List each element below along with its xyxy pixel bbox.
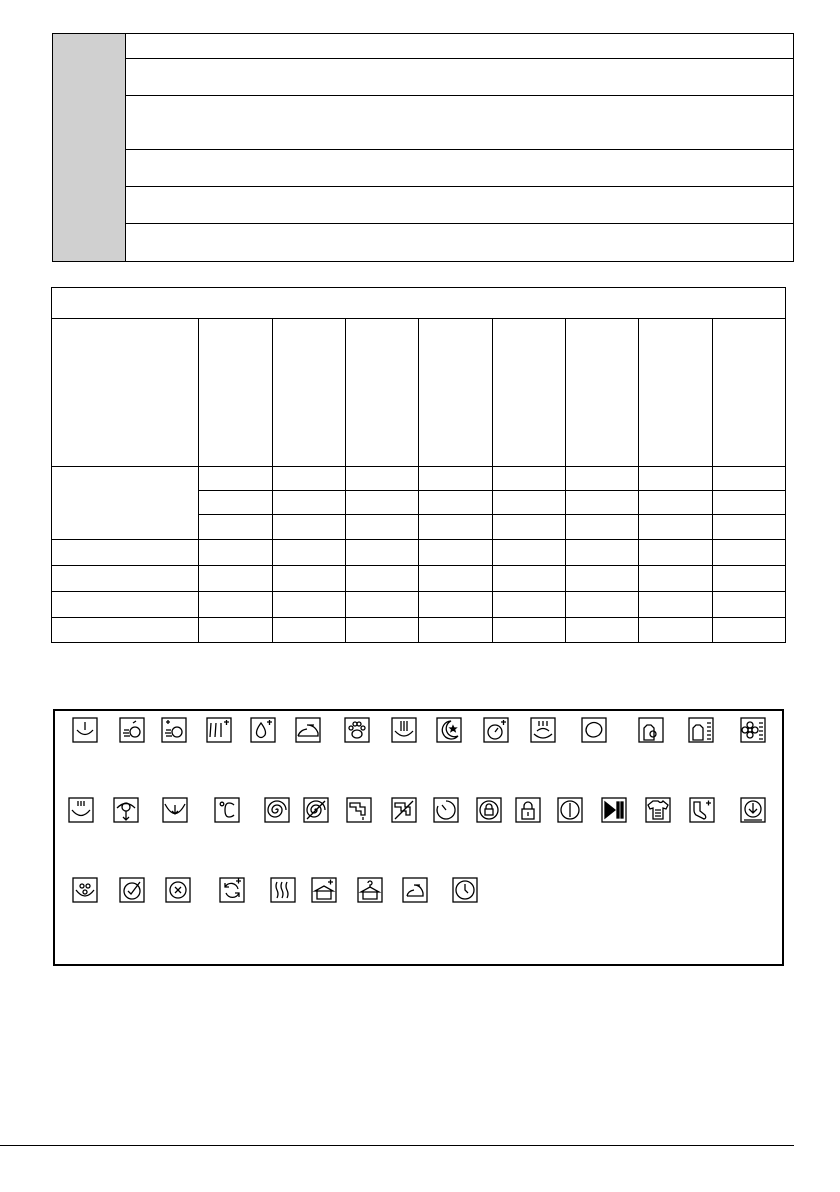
steam-icon bbox=[530, 717, 556, 743]
top-table-rows bbox=[126, 34, 793, 261]
child-lock-icon bbox=[515, 797, 541, 823]
column-divider bbox=[198, 319, 199, 642]
power-icon bbox=[557, 797, 583, 823]
row-divider bbox=[198, 514, 785, 515]
spin-drain-icon bbox=[113, 797, 139, 823]
shirt-icon bbox=[645, 797, 671, 823]
specification-table-grid bbox=[52, 319, 785, 642]
download-icon bbox=[740, 797, 766, 823]
heat-icon bbox=[270, 877, 296, 903]
row-divider bbox=[52, 539, 785, 540]
drain-icon bbox=[162, 797, 188, 823]
quick-wash-icon bbox=[119, 717, 145, 743]
column-divider bbox=[418, 319, 419, 642]
top-table-row bbox=[126, 96, 793, 150]
top-table-row bbox=[126, 150, 793, 187]
row-divider bbox=[52, 565, 785, 566]
dry-hanger-icon bbox=[357, 877, 383, 903]
clock-icon bbox=[452, 877, 478, 903]
tap-icon bbox=[346, 797, 372, 823]
tub-clean-icon bbox=[72, 877, 98, 903]
row-divider bbox=[52, 591, 785, 592]
specification-table-title-row bbox=[52, 288, 785, 319]
steam-tub-icon bbox=[68, 797, 94, 823]
iron-dry-icon bbox=[402, 877, 428, 903]
quick-wash-plus-icon bbox=[161, 717, 187, 743]
temperature-icon bbox=[214, 797, 240, 823]
column-divider bbox=[565, 319, 566, 642]
detergent-cold-icon bbox=[638, 717, 664, 743]
column-divider bbox=[638, 319, 639, 642]
top-table-row bbox=[126, 187, 793, 224]
easy-iron-icon bbox=[295, 717, 321, 743]
top-table-shaded-column bbox=[53, 34, 126, 261]
row-divider bbox=[52, 617, 785, 618]
no-water-icon bbox=[391, 797, 417, 823]
prewash-icon bbox=[72, 717, 98, 743]
row-divider bbox=[52, 466, 785, 467]
stain-icon bbox=[581, 717, 607, 743]
door-lock-icon bbox=[476, 797, 502, 823]
top-table bbox=[52, 33, 794, 262]
softener-level-icon bbox=[740, 717, 766, 743]
extra-rinse-icon bbox=[206, 717, 232, 743]
sock-plus-icon bbox=[689, 797, 715, 823]
rinse-hold-icon bbox=[391, 717, 417, 743]
no-spin-icon bbox=[303, 797, 329, 823]
symbol-legend-panel bbox=[53, 709, 784, 966]
dry-plus-icon bbox=[311, 877, 337, 903]
refresh-plus-icon bbox=[219, 877, 245, 903]
detergent-level-icon bbox=[688, 717, 714, 743]
top-table-row bbox=[126, 34, 793, 59]
column-divider bbox=[272, 319, 273, 642]
top-table-row bbox=[126, 59, 793, 96]
night-mode-icon bbox=[436, 717, 462, 743]
spin-icon bbox=[264, 797, 290, 823]
top-table-row bbox=[126, 224, 793, 261]
timer-icon bbox=[433, 797, 459, 823]
column-divider bbox=[492, 319, 493, 642]
done-icon bbox=[119, 877, 145, 903]
row-divider bbox=[198, 490, 785, 491]
start-pause-icon bbox=[601, 797, 627, 823]
water-plus-icon bbox=[250, 717, 276, 743]
footer-rule bbox=[0, 1145, 794, 1146]
cancel-icon bbox=[165, 877, 191, 903]
time-delay-plus-icon bbox=[483, 717, 509, 743]
column-divider bbox=[712, 319, 713, 642]
pet-hair-icon bbox=[344, 717, 370, 743]
column-divider bbox=[345, 319, 346, 642]
specification-table bbox=[51, 287, 786, 643]
